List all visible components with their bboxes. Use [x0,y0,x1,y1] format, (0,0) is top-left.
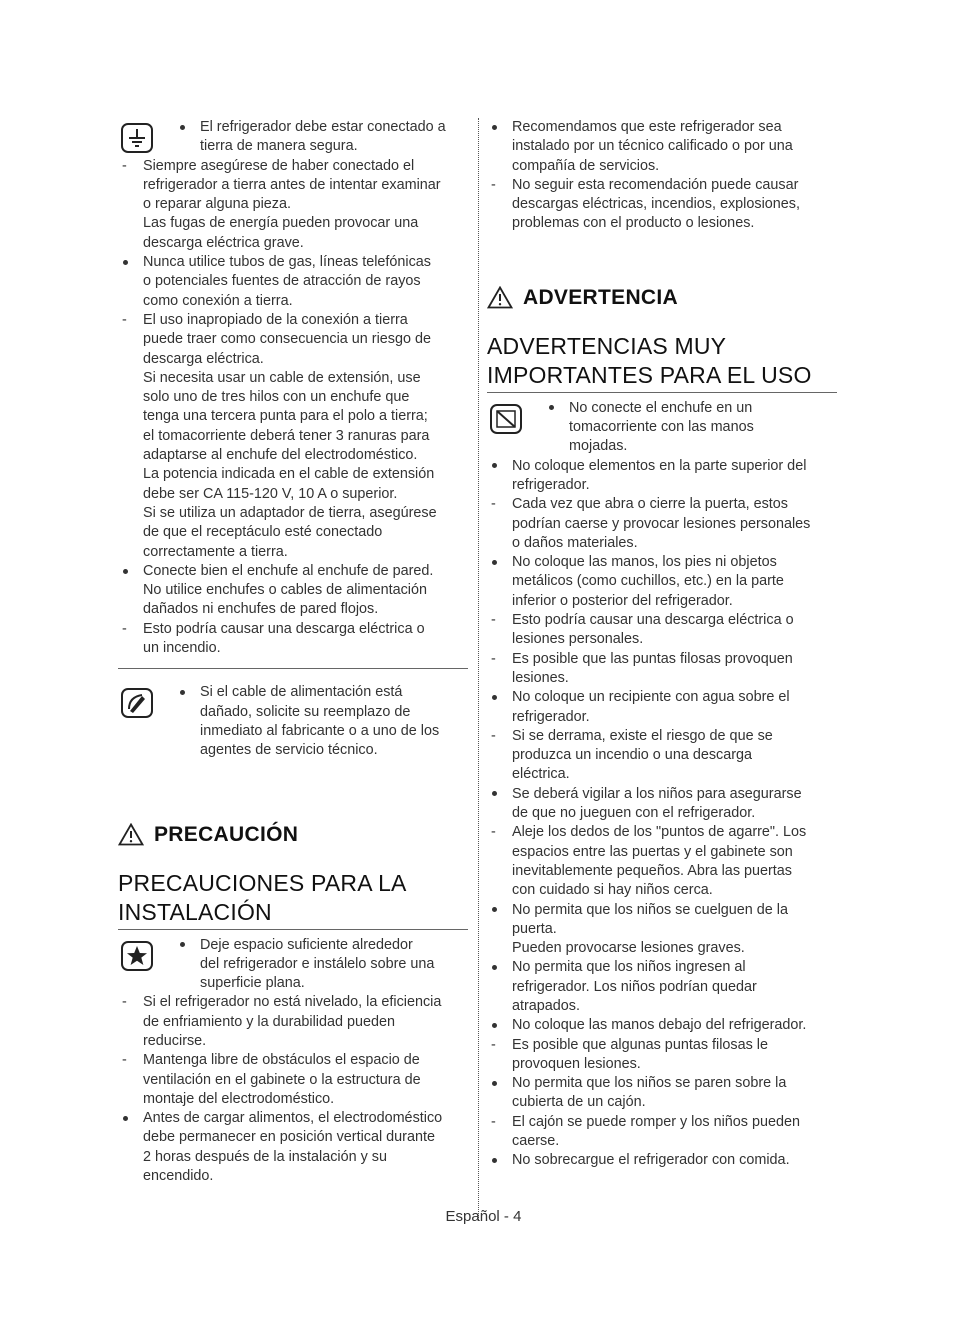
line-text: refrigerador a tierra antes de intentar examinar [143,176,441,193]
dash-marker: - [491,727,496,744]
line-text: No permita que los niños se paren sobre la [512,1075,787,1092]
text-line [487,418,837,437]
section-title-line-1: ADVERTENCIAS MUY [487,332,727,359]
text-line [487,195,837,214]
caution-triangle-icon [118,823,144,846]
text-line [487,1132,837,1151]
dash-marker: - [122,1052,127,1069]
text-line [118,137,468,156]
dash-marker: - [491,612,496,629]
spacer [118,761,468,823]
right-column [487,118,837,1171]
bullet-item [487,553,837,572]
dash-marker: - [491,176,496,193]
text-line [487,1055,837,1074]
line-text: de que no jueguen con el refrigerador. [512,805,756,822]
text-line [487,137,837,156]
text-line [118,350,468,369]
bullet-item [118,562,468,581]
line-text: tierra de manera segura. [200,138,358,155]
bullet-item [487,1151,837,1170]
bullet-item [487,399,837,418]
usage-section-title [487,332,837,390]
line-text: mojadas. [569,438,628,455]
line-text: Deje espacio suficiente alrededor [200,936,413,953]
line-text: No coloque un recipiente con agua sobre el [512,689,790,706]
line-text: tenga una tercera punta para el polo a tierra; [143,408,428,425]
installation-instructions [118,936,468,1187]
text-line [118,176,468,195]
line-text: eléctrica. [512,766,570,783]
line-text: Se deberá vigilar a los niños para asegurarse [512,785,802,802]
text-line [118,955,468,974]
line-text: No coloque elementos en la parte superior del [512,457,807,474]
line-text: debe permanecer en posición vertical durante [143,1129,435,1146]
line-text: Si el cable de alimentación está [200,684,403,701]
line-text: Cada vez que abra o cierre la puerta, estos [512,496,788,513]
text-line [118,485,468,504]
line-text: Mantenga libre de obstáculos el espacio de [143,1052,420,1069]
line-text: de que el receptáculo esté conectado [143,524,383,541]
bullet-icon [118,253,143,272]
text-line [118,407,468,426]
line-text: El cajón se puede romper y los niños pueden [512,1113,800,1130]
text-line [118,1167,468,1186]
text-line [118,741,468,760]
bullet-icon [487,118,512,137]
line-text: lesiones. [512,669,569,686]
text-line [118,1128,468,1147]
text-line [487,708,837,727]
line-text: No permita que los niños ingresen al [512,959,746,976]
line-text: Las fugas de energía pueden provocar una [143,215,419,232]
line-text: inmediato al fabricante o a uno de los [200,722,440,739]
text-line [487,997,837,1016]
line-text: superficie plana. [200,975,305,992]
text-line [118,465,468,484]
section-title-line-1: PRECAUCIONES PARA LA [118,869,407,896]
line-text: No coloque las manos debajo del refrigerador. [512,1017,807,1034]
bullet-icon [487,688,512,707]
bullet-item [118,683,468,702]
line-text: Es posible que las puntas filosas provoquen [512,650,793,667]
line-text: No coloque las manos, los pies ni objetos [512,554,777,571]
text-line [487,214,837,233]
line-text: Es posible que algunas puntas filosas le [512,1036,769,1053]
line-text: cubierta de un cajón. [512,1094,646,1111]
line-text: Si se derrama, existe el riesgo de que se [512,727,773,744]
text-line [487,476,837,495]
line-text: el tomacorriente deberá tener 3 ranuras para [143,427,430,444]
text-line [118,369,468,388]
text-line [118,722,468,741]
bullet-item [487,1016,837,1035]
line-text: Esto podría causar una descarga eléctrica o [143,620,425,637]
line-text: compañía de servicios. [512,157,660,174]
text-line [487,534,837,553]
text-line [118,234,468,253]
bullet-item [487,785,837,804]
bullet-item [487,901,837,920]
bullet-icon [487,553,512,572]
bullet-icon [487,901,512,920]
line-text: dañados ni enchufes de pared flojos. [143,601,379,618]
dash-marker: - [122,620,127,637]
text-line [118,427,468,446]
line-text: refrigerador. Los niños podrían quedar [512,978,757,995]
left-column [118,118,468,1186]
line-text: adaptarse al enchufe del electrodoméstico. [143,447,418,464]
line-text: Aleje los dedos de los "puntos de agarre". Los [512,824,807,841]
line-text: puerta. [512,920,557,937]
text-line [118,1032,468,1051]
caution-title: PRECAUCIÓN [154,822,299,846]
dash-item [487,611,837,630]
installation-section-title [118,869,468,927]
line-text: de enfriamiento y la durabilidad pueden [143,1013,396,1030]
separator [118,929,468,930]
text-line [118,446,468,465]
line-text: lesiones personales. [512,631,644,648]
line-text: agentes de servicio técnico. [200,742,378,759]
bullet-item [487,1074,837,1093]
bullet-item [118,118,468,137]
warning-heading [487,286,837,310]
line-text: Si se utiliza un adaptador de tierra, asegúrese [143,504,437,521]
bullet-item [118,1109,468,1128]
line-text: produzca un incendio o una descarga [512,747,753,764]
line-text: metálicos (como cuchillos, etc.) en la parte [512,573,784,590]
dash-marker: - [491,1113,496,1130]
section-title-line-2: INSTALACIÓN [118,898,272,925]
text-line [118,504,468,523]
line-text: problemas con el producto o lesiones. [512,215,755,232]
line-text: reducirse. [143,1032,207,1049]
text-line [118,703,468,722]
text-line [118,639,468,658]
bullet-item [487,688,837,707]
bullet-item [487,118,837,137]
line-text: ventilación en el gabinete o la estructura de [143,1071,421,1088]
line-text: Antes de cargar alimentos, el electrodoméstico [143,1110,443,1127]
line-text: refrigerador. [512,476,590,493]
line-text: Nunca utilice tubos de gas, líneas telefónicas [143,254,431,271]
text-line [118,388,468,407]
warning-title: ADVERTENCIA [523,285,678,309]
text-line [487,746,837,765]
column-divider [478,118,479,1220]
line-text: No conecte el enchufe en un [569,399,753,416]
dash-item [118,311,468,330]
bullet-icon [487,1074,512,1093]
line-text: correctamente a tierra. [143,543,288,560]
line-text: Esto podría causar una descarga eléctrica o [512,612,794,629]
text-line [487,437,837,456]
section-title-line-2: IMPORTANTES PARA EL USO [487,361,812,388]
line-text: descarga eléctrica. [143,350,264,367]
technician-recommendation [487,118,837,234]
bullet-icon [487,958,512,977]
line-text: puede traer como consecuencia un riesgo de [143,331,431,348]
line-text: El refrigerador debe estar conectado a [200,119,446,135]
line-text: provoquen lesiones. [512,1055,641,1072]
bullet-icon [175,118,200,137]
bullet-item [118,253,468,272]
bullet-icon [175,936,200,955]
line-text: dañado, solicite su reemplazo de [200,703,411,720]
line-text: atrapados. [512,997,581,1014]
text-line [487,630,837,649]
bullet-icon [487,1151,512,1170]
text-line [487,572,837,591]
line-text: un incendio. [143,640,221,657]
line-text: o daños materiales. [512,534,638,551]
power-cord-notice [118,683,468,760]
text-line [118,292,468,311]
line-text: como conexión a tierra. [143,292,293,309]
line-text: descargas eléctricas, incendios, explosiones, [512,196,800,213]
dash-item [487,1113,837,1132]
line-text: No sobrecargue el refrigerador con comida. [512,1152,790,1169]
dash-item [487,823,837,842]
dash-marker: - [491,650,496,667]
text-line [487,515,837,534]
dash-marker: - [122,311,127,328]
bullet-icon [487,1016,512,1035]
line-text: del refrigerador e instálelo sobre una [200,955,435,972]
dash-item [118,620,468,639]
dash-marker: - [491,1036,496,1053]
text-line [118,330,468,349]
dash-item [487,176,837,195]
line-text: El uso inapropiado de la conexión a tierra [143,311,408,328]
dash-item [487,1036,837,1055]
line-text: La potencia indicada en el cable de extensión [143,466,435,483]
warning-triangle-icon [487,286,513,309]
text-line [487,920,837,939]
text-line [487,881,837,900]
text-line [487,669,837,688]
text-line [487,1093,837,1112]
dash-marker: - [122,157,127,174]
text-line [118,1071,468,1090]
dash-item [487,495,837,514]
line-text: instalado por un técnico calificado o por una [512,138,793,155]
dash-item [487,727,837,746]
dash-marker: - [122,994,127,1011]
bullet-item [487,958,837,977]
line-text: Si el refrigerador no está nivelado, la eficiencia [143,994,442,1011]
text-line [487,843,837,862]
text-line [487,765,837,784]
text-line [118,195,468,214]
dash-item [118,993,468,1012]
text-line [118,214,468,233]
spacer [487,234,837,286]
dash-marker: - [491,824,496,841]
text-line [487,592,837,611]
line-text: Conecte bien el enchufe al enchufe de pared. [143,562,434,579]
bullet-icon [487,457,512,476]
line-text: 2 horas después de la instalación y su [143,1148,387,1165]
line-text: No seguir esta recomendación puede causar [512,176,799,193]
bullet-icon [118,562,143,581]
text-line [118,1090,468,1109]
text-line [487,862,837,881]
text-line [118,581,468,600]
line-text: refrigerador. [512,708,590,725]
bullet-item [118,936,468,955]
bullet-item [487,457,837,476]
dash-item [118,1051,468,1070]
caution-heading [118,823,468,847]
line-text: Recomendamos que este refrigerador sea [512,119,782,135]
line-text: o potenciales fuentes de atracción de rayos [143,273,421,290]
line-text: No utilice enchufes o cables de alimentación [143,582,427,599]
separator [487,392,837,393]
grounding-instructions [118,118,468,658]
text-line [118,600,468,619]
line-text: o reparar alguna pieza. [143,196,292,213]
line-text: debe ser CA 115-120 V, 10 A o superior. [143,485,398,502]
dash-marker: - [491,496,496,513]
line-text: inferior o posterior del refrigerador. [512,592,733,609]
line-text: tomacorriente con las manos [569,419,754,436]
line-text: solo uno de tres hilos con un enchufe que [143,389,410,406]
line-text: espacios entre las puertas y el gabinete son [512,843,793,860]
text-line [118,523,468,542]
text-line [118,974,468,993]
text-line [118,1148,468,1167]
bullet-icon [544,399,569,418]
line-text: montaje del electrodoméstico. [143,1090,335,1107]
line-text: Pueden provocarse lesiones graves. [512,940,745,957]
line-text: No permita que los niños se cuelguen de la [512,901,788,918]
usage-warnings [487,399,837,1171]
line-text: Si necesita usar un cable de extensión, use [143,369,421,386]
text-line [118,543,468,562]
text-line [487,804,837,823]
bullet-icon [118,1109,143,1128]
line-text: podrían caerse y provocar lesiones personales [512,515,811,532]
line-text: Siempre asegúrese de haber conectado el [143,157,415,174]
bullet-icon [487,785,512,804]
line-text: caerse. [512,1133,560,1150]
dash-item [487,650,837,669]
text-line [487,978,837,997]
line-text: encendido. [143,1168,214,1185]
separator [118,668,468,669]
text-line [487,157,837,176]
line-text: con cuidado si hay niños cerca. [512,882,713,899]
page-footer: Español - 4 [445,1208,522,1225]
dash-item [118,157,468,176]
line-text: descarga eléctrica grave. [143,234,304,251]
text-line [118,272,468,291]
bullet-icon [175,683,200,702]
text-line [487,939,837,958]
text-line [118,1013,468,1032]
line-text: inevitablemente pequeños. Abra las puertas [512,862,793,879]
